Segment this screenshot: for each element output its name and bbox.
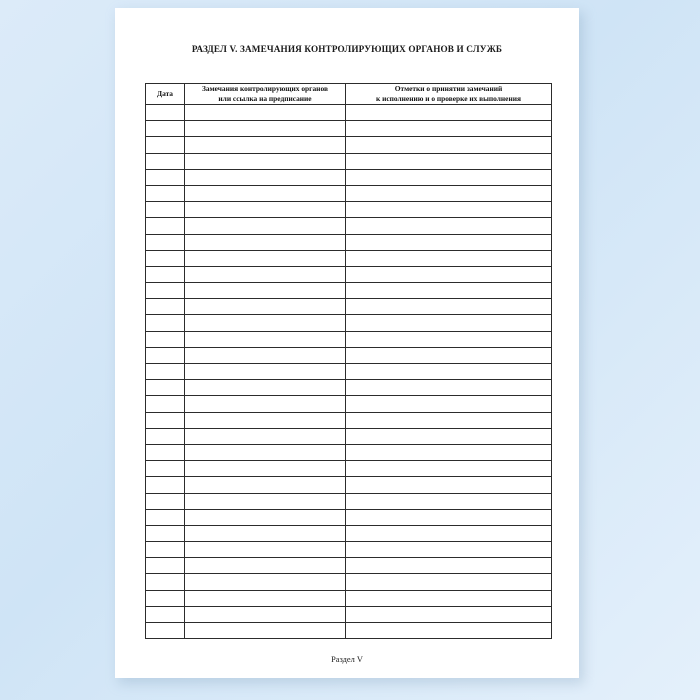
page-footer: Раздел V [331,655,363,665]
table-cell-date[interactable] [146,525,185,541]
table-cell-remarks[interactable] [185,493,346,509]
table-cell-marks[interactable] [346,461,552,477]
table-row[interactable] [146,525,552,541]
column-header-remarks-line2: или ссылка на предписание [218,94,312,104]
table-cell-marks[interactable] [346,525,552,541]
table-cell-remarks[interactable] [185,606,346,622]
table-cell-marks[interactable] [346,493,552,509]
table-cell-date[interactable] [146,137,185,153]
table-cell-remarks[interactable] [185,428,346,444]
table-cell-marks[interactable] [346,396,552,412]
table-row[interactable] [146,315,552,331]
table-cell-marks[interactable] [346,380,552,396]
table-cell-remarks[interactable] [185,380,346,396]
table-cell-date[interactable] [146,234,185,250]
table-cell-remarks[interactable] [185,331,346,347]
table-cell-marks[interactable] [346,234,552,250]
table-row[interactable] [146,396,552,412]
table-cell-marks[interactable] [346,331,552,347]
table-cell-date[interactable] [146,299,185,315]
table-cell-remarks[interactable] [185,234,346,250]
table-cell-marks[interactable] [346,574,552,590]
table-cell-date[interactable] [146,169,185,185]
table-cell-date[interactable] [146,153,185,169]
table-cell-date[interactable] [146,121,185,137]
table-row[interactable] [146,331,552,347]
table-cell-marks[interactable] [346,428,552,444]
table-cell-remarks[interactable] [185,509,346,525]
column-header-remarks-line1: Замечания контролирующих органов [202,84,328,94]
table-row[interactable] [146,380,552,396]
table-cell-remarks[interactable] [185,153,346,169]
table-cell-date[interactable] [146,542,185,558]
column-header-date: Дата [146,84,185,105]
table-cell-date[interactable] [146,315,185,331]
table-row[interactable] [146,590,552,606]
table-cell-remarks[interactable] [185,266,346,282]
table-row[interactable] [146,364,552,380]
table-cell-marks[interactable] [346,623,552,639]
table-cell-date[interactable] [146,412,185,428]
table-row[interactable] [146,509,552,525]
table-cell-date[interactable] [146,509,185,525]
table-cell-marks[interactable] [346,477,552,493]
table-cell-marks[interactable] [346,105,552,121]
table-row[interactable] [146,606,552,622]
page-title: РАЗДЕЛ V. ЗАМЕЧАНИЯ КОНТРОЛИРУЮЩИХ ОРГАНОВ И СЛУЖБ [191,44,503,54]
table-cell-date[interactable] [146,250,185,266]
table-cell-date[interactable] [146,590,185,606]
table-cell-remarks[interactable] [185,299,346,315]
table-row[interactable] [146,428,552,444]
table-row[interactable] [146,218,552,234]
table-row[interactable] [146,169,552,185]
table-row[interactable] [146,542,552,558]
table-row[interactable] [146,347,552,363]
table-cell-marks[interactable] [346,542,552,558]
table-cell-remarks[interactable] [185,121,346,137]
table-cell-marks[interactable] [346,121,552,137]
table-cell-date[interactable] [146,105,185,121]
table-row[interactable] [146,558,552,574]
table-row[interactable] [146,299,552,315]
table-cell-marks[interactable] [346,185,552,201]
table-row[interactable] [146,623,552,639]
table-cell-date[interactable] [146,461,185,477]
table-header [146,84,552,105]
table-cell-marks[interactable] [346,169,552,185]
table-cell-marks[interactable] [346,347,552,363]
table-cell-remarks[interactable] [185,347,346,363]
table-cell-remarks[interactable] [185,558,346,574]
table-cell-remarks[interactable] [185,364,346,380]
table-cell-remarks[interactable] [185,623,346,639]
table-cell-marks[interactable] [346,299,552,315]
table-row[interactable] [146,250,552,266]
table-cell-date[interactable] [146,218,185,234]
table-cell-remarks[interactable] [185,461,346,477]
column-header-remarks [185,84,346,105]
table-cell-marks[interactable] [346,218,552,234]
table-cell-date[interactable] [146,428,185,444]
table-row[interactable] [146,153,552,169]
table-cell-date[interactable] [146,266,185,282]
table-row[interactable] [146,266,552,282]
table-cell-date[interactable] [146,185,185,201]
table-row[interactable] [146,105,552,121]
table-cell-date[interactable] [146,396,185,412]
table-cell-date[interactable] [146,364,185,380]
table-row[interactable] [146,412,552,428]
table-cell-date[interactable] [146,444,185,460]
table-cell-date[interactable] [146,380,185,396]
table-row[interactable] [146,283,552,299]
table-cell-marks[interactable] [346,509,552,525]
column-header-marks-line1: Отметки о принятии замечаний [394,84,503,94]
table-cell-remarks[interactable] [185,315,346,331]
table-cell-date[interactable] [146,347,185,363]
table-cell-marks[interactable] [346,137,552,153]
table-cell-marks[interactable] [346,315,552,331]
table-cell-marks[interactable] [346,444,552,460]
table-cell-remarks[interactable] [185,250,346,266]
table-cell-marks[interactable] [346,283,552,299]
table-cell-marks[interactable] [346,266,552,282]
column-header-marks-line2: к исполнению и о проверке их выполнения [376,94,521,104]
table-row[interactable] [146,121,552,137]
table-row[interactable] [146,444,552,460]
table-cell-remarks[interactable] [185,412,346,428]
table-cell-marks[interactable] [346,558,552,574]
table-cell-date[interactable] [146,558,185,574]
table-row[interactable] [146,185,552,201]
table-cell-date[interactable] [146,606,185,622]
table-cell-marks[interactable] [346,606,552,622]
table-cell-marks[interactable] [346,364,552,380]
table-cell-remarks[interactable] [185,396,346,412]
table-cell-remarks[interactable] [185,202,346,218]
table-cell-remarks[interactable] [185,169,346,185]
table-row[interactable] [146,202,552,218]
table-cell-remarks[interactable] [185,590,346,606]
table-cell-date[interactable] [146,623,185,639]
table-cell-remarks[interactable] [185,477,346,493]
column-header-marks [346,84,552,105]
table-cell-remarks[interactable] [185,283,346,299]
table-cell-marks[interactable] [346,202,552,218]
table-cell-remarks[interactable] [185,525,346,541]
table-cell-date[interactable] [146,493,185,509]
table-header-row [146,84,552,105]
table-row[interactable] [146,477,552,493]
table-cell-date[interactable] [146,283,185,299]
table-cell-marks[interactable] [346,250,552,266]
remarks-register-table [145,83,552,639]
table-cell-remarks[interactable] [185,444,346,460]
table-cell-remarks[interactable] [185,137,346,153]
table-row[interactable] [146,574,552,590]
table-cell-date[interactable] [146,331,185,347]
table-cell-remarks[interactable] [185,105,346,121]
table-cell-remarks[interactable] [185,185,346,201]
table-row[interactable] [146,234,552,250]
table-cell-date[interactable] [146,574,185,590]
table-row[interactable] [146,461,552,477]
document-page [115,8,579,678]
table-body [146,105,552,639]
table-cell-date[interactable] [146,202,185,218]
table-cell-remarks[interactable] [185,218,346,234]
table-cell-marks[interactable] [346,412,552,428]
table-row[interactable] [146,493,552,509]
table-row[interactable] [146,137,552,153]
table-cell-date[interactable] [146,477,185,493]
table-cell-remarks[interactable] [185,542,346,558]
table-cell-marks[interactable] [346,590,552,606]
table-cell-remarks[interactable] [185,574,346,590]
table-cell-marks[interactable] [346,153,552,169]
